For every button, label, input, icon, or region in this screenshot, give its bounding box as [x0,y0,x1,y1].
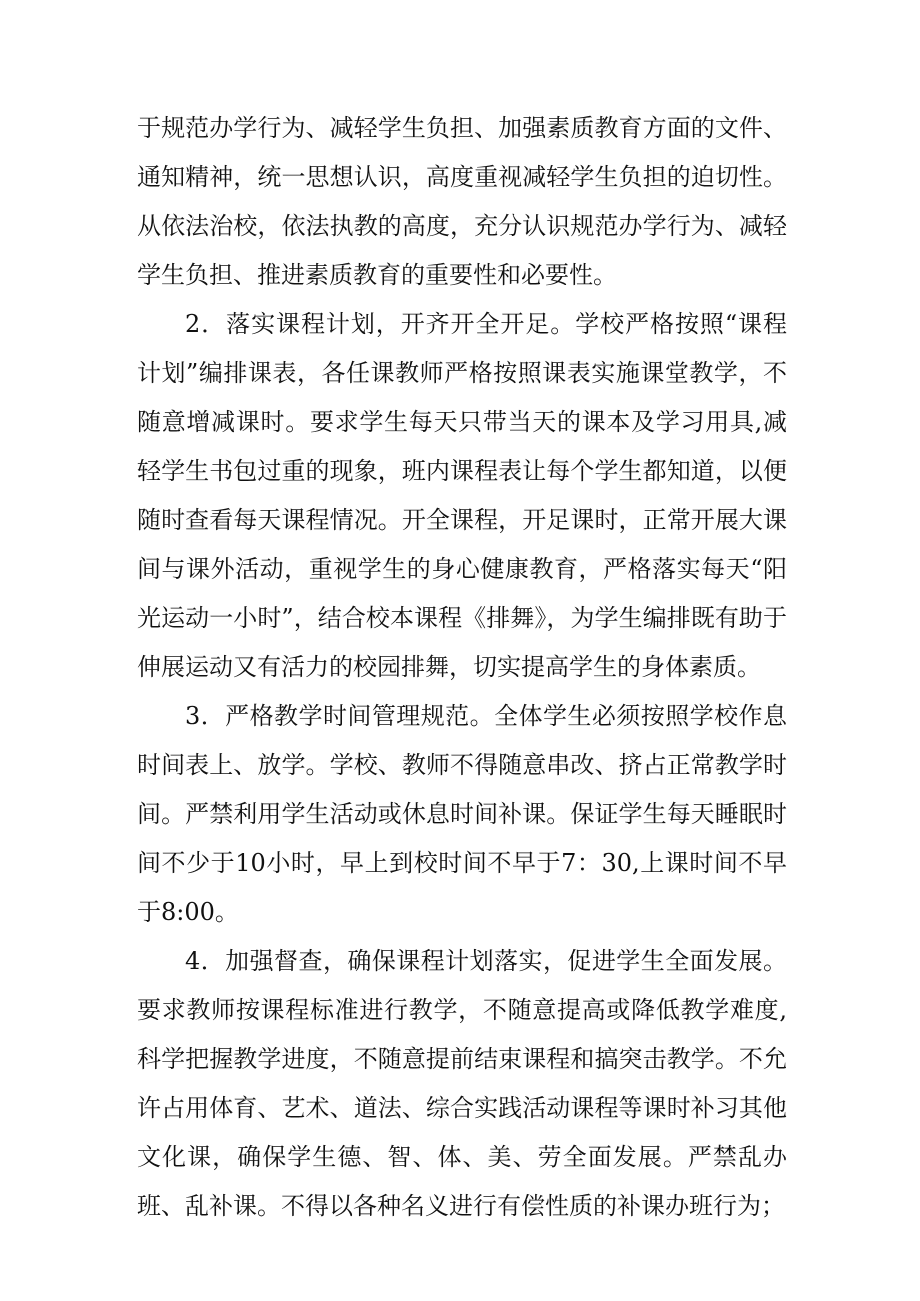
paragraph-item-2: 2．落实课程计划，开齐开全开足。学校严格按照“课程计划”编排课表，各任课教师严格按照课表实施课堂教学，不随意增减课时。要求学生每天只带当天的课本及学习用具,减轻学生书包过重的现象，班内课程表让每个学生都知道，以便随时查看每天课程情况。开全课程，开足课时，正常开展大课间与课外活动，重视学生的身心健康教育，严格落实每天“阳光运动一小时”，结合校本课程《排舞》，为学生编排既有助于伸展运动又有活力的校园排舞，切实提高学生的身体素质。 [137,310,787,681]
paragraph-item-3: 3．严格教学时间管理规范。全体学生必须按照学校作息时间表上、放学。学校、教师不得随意串改、挤占正常教学时间。严禁利用学生活动或休息时间补课。保证学生每天睡眠时间不少于10小时，早上到校时间不早于7：30,上课时间不早于8:00。 [137,702,787,926]
paragraph-item-4: 4．加强督查，确保课程计划落实，促进学生全面发展。要求教师按课程标准进行教学，不随意提高或降低教学难度,科学把握教学进度，不随意提前结束课程和搞突击教学。不允许占用体育、艺术、道法、综合实践活动课程等课时补习其他文化课，确保学生德、智、体、美、劳全面发展。严禁乱办班、乱补课。不得以各种名义进行有偿性质的补课办班行为； [137,947,787,1220]
document-body [137,104,787,1231]
paragraph-continuation: 于规范办学行为、减轻学生负担、加强素质教育方面的文件、通知精神，统一思想认识，高度重视减轻学生负担的迫切性。从依法治校，依法执教的高度，充分认识规范办学行为、减轻学生负担、推进素质教育的重要性和必要性。 [137,114,787,289]
